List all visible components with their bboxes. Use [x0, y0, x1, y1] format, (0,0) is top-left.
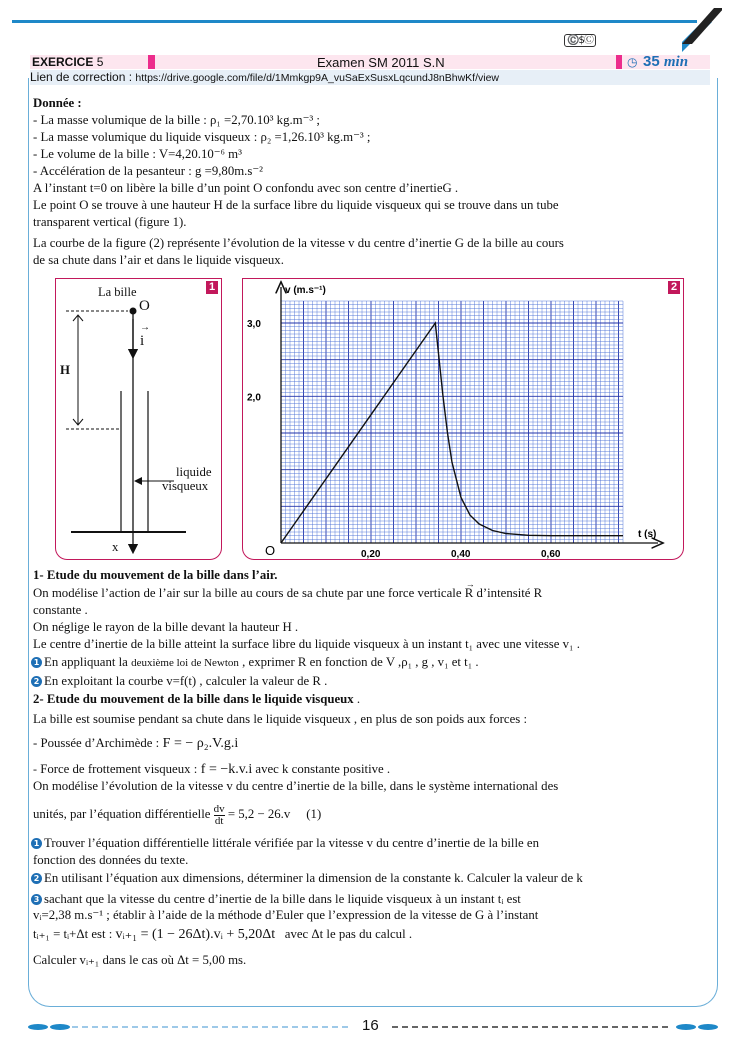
fraction-numerator: dv	[213, 802, 225, 815]
figure-1	[55, 278, 222, 560]
exercise-header-bar	[30, 55, 710, 69]
figure-1-bille-label: La bille	[98, 285, 137, 299]
euler-prefix: tᵢ₊₁ = tᵢ+Δt est :	[33, 927, 113, 941]
euler-expression: vᵢ₊₁ = (1 − 26Δt).vᵢ + 5,20Δt	[115, 927, 276, 942]
part-2-q3a: sachant que la vitesse du centre d’inertie de la bille dans le liquide visqueux à un instant tᵢ est	[44, 892, 521, 906]
frottement-label: Force de frottement visqueux :	[37, 762, 198, 776]
figure-1-x-label: x	[112, 540, 119, 554]
part-2-question-3b: vᵢ=2,38 m.s⁻¹ ; établir à l’aide de la méthode d’Euler que l’expression de la vitesse de G à l’instant	[33, 908, 539, 922]
part-2-title-line	[33, 692, 360, 706]
x-axis-label: t (s)	[638, 529, 657, 540]
frottement-tail: avec k constante positive .	[252, 762, 391, 776]
frottement-line	[33, 762, 390, 777]
exam-title: Examen SM 2011 S.N	[317, 55, 445, 70]
correction-link[interactable]: https://drive.google.com/file/d/1Mmkgp9A_vuSaExSusxLqcundJ8nBhwKf/view	[135, 72, 500, 84]
figure-1-vector-i: i	[140, 333, 145, 349]
part-1-q1b: deuxième loi de Newton	[131, 657, 239, 669]
vector-r-letter: R	[464, 586, 474, 600]
pink-marker-2	[616, 55, 622, 69]
figure-1-visqueux-label: visqueux	[162, 479, 209, 493]
donnee-line-5: A l’instant t=0 on libère la bille d’un point O confondu avec son centre d’inertieG .	[33, 181, 459, 195]
y-tick-label: 2,0	[247, 392, 261, 404]
figure-1-liquide-label: liquide	[176, 465, 212, 479]
donnee-line-4: - Accélération de la pesanteur : g =9,80m.s⁻²	[33, 164, 263, 178]
euler-line	[33, 927, 412, 942]
figure-1-point-o: O	[139, 298, 150, 314]
donnee-title: Donnée :	[33, 96, 82, 110]
donnee-line-3: - Le volume de la bille : V=4,20.10⁻⁶ m³	[33, 147, 242, 161]
part-1-line-1	[33, 579, 543, 600]
duration-value: 35	[643, 53, 660, 70]
bullet-3-icon: 3	[31, 894, 42, 905]
part-2-title-end: .	[353, 692, 361, 706]
bullet-1-icon: 1	[31, 657, 42, 668]
chart-origin-label: O	[265, 543, 276, 558]
part-1-line-1b: d’intensité R	[476, 586, 543, 600]
figure-2	[242, 278, 684, 560]
exercise-word: EXERCICE	[32, 55, 94, 69]
corner-stripes-decoration	[682, 4, 722, 52]
part-2-question-3	[31, 892, 521, 906]
exercise-label	[32, 55, 103, 69]
euler-suffix: avec Δt le pas du calcul .	[284, 927, 413, 941]
figure-1-drawing	[56, 279, 221, 559]
part-1-q1c: , exprimer R en fonction de V ,ρ₁ , g , v₁ et t₁ .	[242, 655, 479, 669]
x-tick-label: 0,20	[361, 549, 381, 559]
part-1-question-2	[31, 674, 327, 688]
part-1-line-1a: On modélise l’action de l’air sur la bille au cours de sa chute par une force verticale	[33, 586, 462, 600]
figure-1-badge: 1	[206, 281, 218, 294]
part-2-question-3d: Calculer vᵢ₊₁ dans le cas où Δt = 5,00 ms.	[33, 953, 247, 967]
pink-marker	[148, 55, 155, 69]
donnee-line-8: La courbe de la figure (2) représente l’évolution de la vitesse v du centre d’inertie G de la bille au cours	[33, 236, 564, 250]
figure-1-h-label: H	[60, 363, 70, 377]
part-2-question-2	[31, 871, 583, 885]
bullet-1-icon: 1	[31, 838, 42, 849]
archimede-label: - Poussée d’Archimède :	[33, 736, 160, 750]
part-1-line-4: Le centre d’inertie de la bille atteint la surface libre du liquide visqueux à un instant t₁ avec une vitesse v₁ .	[33, 637, 580, 651]
part-2-line-3a: unités, par l’équation différentielle	[33, 807, 211, 821]
part-1-line-2: constante .	[33, 603, 88, 617]
donnee-line-6: Le point O se trouve à une hauteur H de la surface libre du liquide visqueux qui se trouve dans un tube	[33, 198, 559, 212]
donnee-line-9: de sa chute dans l’air et dans le liquide visqueux.	[33, 253, 284, 267]
page-number: 16	[362, 1017, 379, 1034]
donnee-line-7: transparent vertical (figure 1).	[33, 215, 187, 229]
bullet-2-icon: 2	[31, 873, 42, 884]
link-label: Lien de correction :	[30, 70, 136, 84]
differential-equation-rhs: = 5,2 − 26.v	[227, 807, 291, 821]
archimede-line	[33, 736, 238, 751]
vector-r	[464, 579, 475, 600]
figure-1-vector-arrow-icon: →	[140, 322, 150, 333]
y-tick-label: 3,0	[247, 319, 261, 330]
donnee-line-1: - La masse volumique de la bille : ρ₁ =2,70.10³ kg.m⁻³ ;	[33, 113, 320, 127]
license-badge: ©️$Ⓒ	[564, 34, 596, 47]
part-1-q1a: En appliquant la	[44, 655, 128, 669]
part-2-question-1	[31, 836, 539, 850]
archimede-equation: F = − ρ₂.V.g.i	[159, 736, 239, 751]
equation-number: (1)	[306, 807, 322, 821]
fraction-denominator: dt	[214, 814, 224, 827]
part-1-line-3: On néglige le rayon de la bille devant la hauteur H .	[33, 620, 299, 634]
chart-grid	[281, 301, 623, 543]
x-tick-label: 0,40	[451, 549, 471, 559]
frottement-equation: f = −k.v.i	[197, 762, 253, 777]
part-2-title: 2- Etude du mouvement de la bille dans le liquide visqueux	[33, 692, 354, 706]
velocity-chart	[243, 279, 683, 559]
header-rule	[12, 20, 697, 23]
vector-arrow-icon: →	[465, 579, 475, 589]
part-2-question-1b: fonction des données du texte.	[33, 853, 189, 867]
bullet-2-icon: 2	[31, 676, 42, 687]
part-2-q1a: Trouver l’équation différentielle littérale vérifiée par la vitesse v du centre d’inertie de la bille en	[44, 836, 539, 850]
x-tick-label: 0,60	[541, 549, 561, 559]
figure-2-badge: 2	[668, 281, 680, 294]
differential-equation-line	[33, 800, 321, 828]
donnee-line-2: - La masse volumique du liquide visqueux : ρ₂ =1,26.10³ kg.m⁻³ ;	[33, 130, 371, 144]
duration	[643, 53, 688, 71]
exercise-number: 5	[96, 55, 104, 69]
dv-dt-fraction	[214, 804, 225, 827]
part-1-q2: En exploitant la courbe v=f(t) , calculer la valeur de R .	[44, 674, 328, 688]
duration-unit: min	[663, 54, 689, 70]
part-1-title: 1- Etude du mouvement de la bille dans l’air.	[33, 568, 278, 582]
clock-icon: ◷	[627, 55, 638, 69]
part-2-line-1: La bille est soumise pendant sa chute dans le liquide visqueux , en plus de son poids aux forces :	[33, 712, 527, 726]
part-2-line-2: On modélise l’évolution de la vitesse v du centre d’inertie de la bille, dans le système international des	[33, 779, 559, 793]
part-1-question-1	[31, 655, 479, 670]
part-2-q2: En utilisant l’équation aux dimensions, déterminer la dimension de la constante k. Calculer la valeur de k	[44, 871, 583, 885]
y-axis-label: v (m.s⁻¹)	[285, 285, 326, 296]
frottement-dash: -	[33, 762, 37, 776]
